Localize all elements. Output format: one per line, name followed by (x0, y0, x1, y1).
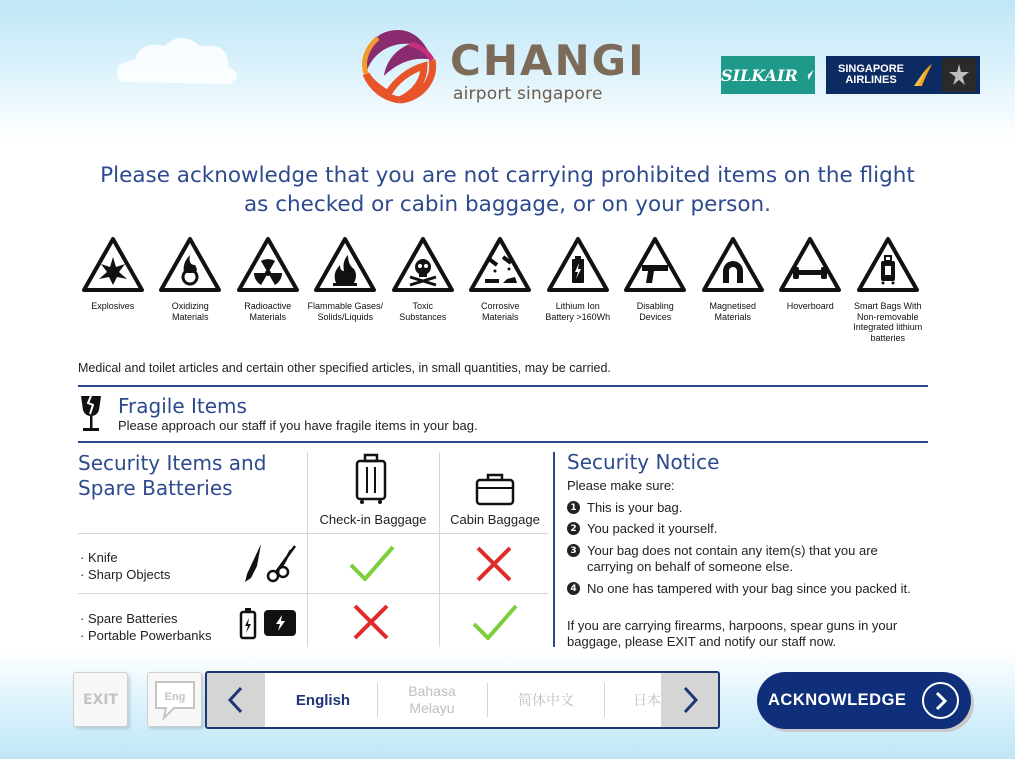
hazard-flammable (307, 235, 385, 343)
changi-logo (358, 24, 658, 108)
hazard-label: Disabling Devices (636, 301, 674, 322)
hoverboard-icon (777, 235, 843, 295)
language-next-button[interactable] (661, 673, 718, 727)
hazard-label: Corrosive Materials (480, 301, 520, 322)
knife-scissors-icon (243, 542, 299, 584)
broken-glass-icon (78, 394, 104, 434)
hazard-hoverboard (772, 235, 850, 343)
sia-bird-icon (912, 62, 934, 88)
language-label: 简体中文 (518, 691, 574, 708)
cross-icon (475, 545, 513, 583)
fragile-items-title: Fragile Items (118, 394, 247, 418)
hazard-label: Magnetised Materials (709, 301, 757, 322)
security-items-title-line-2: Spare Batteries (78, 476, 233, 500)
pistol-icon (622, 235, 688, 295)
medical-articles-note: Medical and toilet articles and certain other specified articles, in small quantities, may be carried. (78, 361, 611, 375)
cloud-decoration (100, 22, 250, 102)
language-option-japanese[interactable] (605, 673, 665, 727)
notice-item (567, 521, 957, 537)
hazard-label: Hoverboard (786, 301, 834, 311)
hazard-label: Flammable Gases/ Solids/Liquids (307, 301, 384, 322)
hazard-lithium-battery (539, 235, 617, 343)
row-item: · Sharp Objects (80, 567, 171, 582)
checkin-baggage-label: Check-in Baggage (319, 512, 427, 527)
headline-line-2: as checked or cabin baggage, or on your person. (244, 192, 771, 217)
acknowledge-label: ACKNOWLEDGE (768, 691, 907, 709)
oxidizer-icon (157, 235, 223, 295)
chevron-right-icon (680, 685, 700, 715)
language-label: English (295, 691, 351, 709)
language-option-malay[interactable] (378, 673, 486, 727)
battery-powerbank-icon (238, 606, 300, 642)
cross-icon (352, 603, 390, 641)
arrow-circle-icon (922, 682, 959, 719)
hazard-radioactive (229, 235, 307, 343)
hazard-label: Radioactive Materials (244, 301, 292, 322)
notice-item-text: This is your bag. (587, 500, 683, 515)
magnet-icon (700, 235, 766, 295)
sia-word-1: SINGAPORE (837, 63, 904, 75)
divider (78, 385, 928, 387)
battery-icon (545, 235, 611, 295)
security-items-title (78, 451, 266, 501)
language-option-english[interactable] (269, 673, 377, 727)
language-label: 日本 (633, 691, 661, 708)
hazard-label: Smart Bags With Non-removable Integrated lithium batteries (853, 301, 923, 343)
notice-item (567, 543, 917, 575)
hazard-label: Toxic Substances (399, 301, 447, 322)
hazard-label: Oxidizing Materials (171, 301, 209, 322)
language-option-chinese[interactable] (488, 673, 604, 727)
table-grid-line (78, 533, 548, 534)
hazard-oxidizing (152, 235, 230, 343)
speech-bubble-icon (152, 678, 198, 722)
prohibited-items-row (74, 235, 934, 343)
check-icon (472, 602, 518, 640)
logo-wordmark: CHANGI (450, 36, 646, 85)
row-label-batteries (80, 610, 212, 644)
star-alliance-badge (942, 58, 976, 92)
security-notice-intro: Please make sure: (567, 478, 675, 493)
acknowledgement-headline (60, 161, 955, 219)
check-icon (349, 543, 395, 581)
notice-item-text: You packed it yourself. (587, 521, 718, 536)
language-prev-button[interactable] (207, 673, 265, 727)
acknowledge-button[interactable] (757, 672, 971, 729)
flame-icon (312, 235, 378, 295)
singapore-airlines-logo (826, 56, 980, 94)
hazard-disabling-devices (617, 235, 695, 343)
checkin-suitcase-icon (352, 453, 390, 505)
hazard-smart-bags (849, 235, 927, 343)
smart-bag-icon (855, 235, 921, 295)
star-alliance-icon (947, 63, 971, 87)
logo-subtitle: airport singapore (453, 84, 603, 104)
silkair-bird-icon (802, 66, 815, 84)
explosion-icon (80, 235, 146, 295)
skull-icon (390, 235, 456, 295)
fragile-items-subtitle: Please approach our staff if you have fragile items in your bag. (118, 418, 478, 433)
sia-wordmark (834, 64, 908, 86)
hazard-label: Explosives (91, 301, 135, 311)
language-selector (205, 671, 720, 729)
exit-button[interactable]: EXIT (73, 672, 128, 727)
changi-swirl-icon (358, 26, 438, 104)
silkair-logo (721, 56, 815, 94)
row-item: · Spare Batteries (80, 611, 178, 626)
chevron-right-icon (934, 691, 948, 711)
notice-item (567, 581, 957, 597)
sia-word-2: AIRLINES (845, 74, 897, 86)
silkair-wordmark: SILKAIR (721, 65, 798, 85)
table-grid-line (439, 452, 440, 647)
row-item: · Portable Powerbanks (80, 628, 212, 643)
hazard-explosives (74, 235, 152, 343)
cabin-baggage-label: Cabin Baggage (450, 512, 540, 527)
hazard-label: Lithium Ion Battery >160Wh (545, 301, 611, 322)
radioactive-icon (235, 235, 301, 295)
number-badge: 3 (567, 544, 580, 557)
table-grid-line (78, 593, 548, 594)
headline-line-1: Please acknowledge that you are not carrying prohibited items on the flight (100, 163, 915, 188)
notice-item (567, 500, 957, 516)
table-grid-line (307, 452, 308, 647)
notice-item-text: Your bag does not contain any item(s) that you are carrying on behalf of someone else. (587, 543, 878, 574)
language-label: Melayu (409, 700, 455, 716)
notice-item-text: No one has tampered with your bag since you packed it. (587, 581, 911, 596)
chevron-left-icon (226, 685, 246, 715)
row-item: · Knife (80, 550, 118, 565)
hazard-corrosive (462, 235, 540, 343)
cabin-bag-icon (474, 472, 516, 506)
firearms-notice: If you are carrying firearms, harpoons, spear guns in your baggage, please EXIT and notify our staff now. (567, 618, 898, 649)
number-badge: 1 (567, 501, 580, 514)
security-items-title-line-1: Security Items and (78, 451, 267, 475)
language-label: Bahasa (408, 683, 456, 699)
row-label-knife (80, 549, 170, 583)
hazard-toxic (384, 235, 462, 343)
notice-divider (553, 452, 555, 647)
corrosive-icon (467, 235, 533, 295)
security-notice-title: Security Notice (567, 450, 720, 474)
hazard-magnetised (694, 235, 772, 343)
language-help-button[interactable] (147, 672, 202, 727)
number-badge: 4 (567, 582, 580, 595)
eng-label: Eng (164, 690, 185, 703)
divider (78, 441, 928, 443)
number-badge: 2 (567, 522, 580, 535)
